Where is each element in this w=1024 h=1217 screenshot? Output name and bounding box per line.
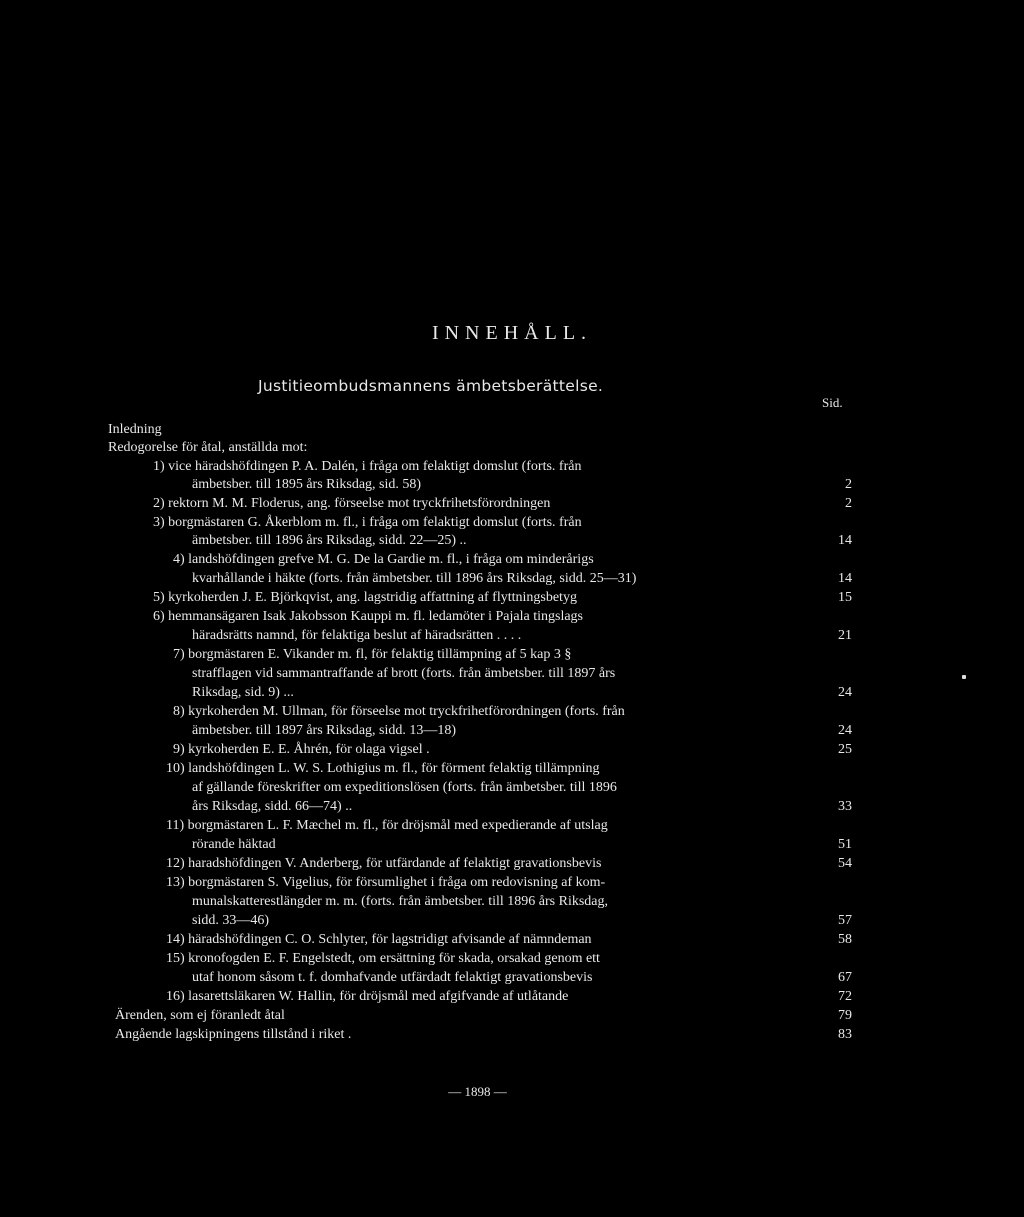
toc-entry: Angående lagskipningens tillstånd i riket .: [115, 1027, 352, 1042]
page-column-label: Sid.: [822, 395, 843, 410]
toc-entry: utaf honom såsom t. f. domhafvande utfärdadt felaktigt gravationsbevis: [192, 970, 593, 985]
toc-page-number: 24: [838, 685, 852, 700]
year-footer: — 1898 —: [448, 1084, 507, 1099]
toc-page-number: 14: [838, 533, 852, 548]
toc-page-number: 21: [838, 628, 852, 643]
toc-entry: ämbetsber. till 1895 års Riksdag, sid. 58): [192, 477, 422, 492]
toc-entry: kvarhållande i häkte (forts. från ämbetsber. till 1896 års Riksdag, sidd. 25—31): [192, 571, 637, 586]
print-speck: [962, 675, 966, 679]
toc-page-number: 58: [838, 932, 852, 947]
toc-page-number: 51: [838, 837, 852, 852]
toc-entry: Inledning: [108, 422, 162, 437]
toc-entry: 13) borgmästaren S. Vigelius, för försumlighet i fråga om redovisning af kom-: [166, 875, 606, 890]
toc-page-number: 54: [838, 856, 852, 871]
toc-entry: 5) kyrkoherden J. E. Björkqvist, ang. lagstridig affattning af flyttningsbetyg: [153, 590, 577, 605]
toc-entry: Redogorelse för åtal, anställda mot:: [108, 440, 308, 455]
toc-entry: 2) rektorn M. M. Floderus, ang. förseelse mot tryckfrihetsförordningen: [153, 496, 551, 511]
toc-entry: häradsrätts namnd, för felaktiga beslut af häradsrätten . . . .: [192, 628, 522, 643]
toc-entry: rörande häktad: [192, 837, 276, 852]
toc-entry: 15) kronofogden E. F. Engelstedt, om ersättning för skada, orsakad genom ett: [166, 951, 600, 966]
toc-entry: Ärenden, som ej föranledt åtal: [115, 1008, 285, 1023]
toc-entry: 10) landshöfdingen L. W. S. Lothigius m. fl., för förment felaktig tillämpning: [166, 761, 600, 776]
toc-page-number: 2: [845, 496, 852, 511]
toc-page-number: 72: [838, 989, 852, 1004]
section-subtitle: Justitieombudsmannens ämbetsberättelse.: [258, 377, 604, 395]
toc-entry: 9) kyrkoherden E. E. Åhrén, för olaga vigsel .: [173, 742, 430, 757]
toc-page-number: 14: [838, 571, 852, 586]
toc-page-number: 2: [845, 477, 852, 492]
toc-page-number: 83: [838, 1027, 852, 1042]
toc-entry: 8) kyrkoherden M. Ullman, för förseelse mot tryckfrihetförordningen (forts. från: [173, 704, 625, 719]
toc-entry: 7) borgmästaren E. Vikander m. fl, för felaktig tillämpning af 5 kap 3 §: [173, 647, 572, 662]
toc-page-number: 24: [838, 723, 852, 738]
toc-entry: 16) lasarettsläkaren W. Hallin, för dröjsmål med afgifvande af utlåtande: [166, 989, 569, 1004]
toc-entry: munalskatterestlängder m. m. (forts. från ämbetsber. till 1896 års Riksdag,: [192, 894, 609, 909]
toc-entry: ämbetsber. till 1897 års Riksdag, sidd. 13—18): [192, 723, 457, 738]
toc-entry: 3) borgmästaren G. Åkerblom m. fl., i fråga om felaktigt domslut (forts. från: [153, 515, 582, 530]
toc-page-number: 15: [838, 590, 852, 605]
toc-page-number: 67: [838, 970, 852, 985]
toc-entry: års Riksdag, sidd. 66—74) ..: [192, 799, 353, 814]
toc-page-number: 33: [838, 799, 852, 814]
toc-entry: ämbetsber. till 1896 års Riksdag, sidd. 22—25) ..: [192, 533, 467, 548]
toc-entry: 14) häradshöfdingen C. O. Schlyter, för lagstridigt afvisande af nämndeman: [166, 932, 592, 947]
toc-entry: 11) borgmästaren L. F. Mæchel m. fl., för dröjsmål med expedierande af utslag: [166, 818, 608, 833]
toc-entry: 6) hemmansägaren Isak Jakobsson Kauppi m. fl. ledamöter i Pajala tingslags: [153, 609, 584, 624]
toc-page-number: 79: [838, 1008, 852, 1023]
toc-entry: strafflagen vid sammantraffande af brott (forts. från ämbetsber. till 1897 års: [192, 666, 616, 681]
toc-entry: Riksdag, sid. 9) ...: [192, 685, 294, 700]
toc-entry: 4) landshöfdingen grefve M. G. De la Gardie m. fl., i fråga om minderårigs: [173, 552, 594, 567]
toc-page-number: 57: [838, 913, 852, 928]
toc-page-number: 25: [838, 742, 852, 757]
toc-entry: sidd. 33—46): [192, 913, 269, 928]
toc-entry: af gällande föreskrifter om expeditionslösen (forts. från ämbetsber. till 1896: [192, 780, 617, 795]
page-title: INNEHÅLL.: [431, 322, 593, 344]
toc-entry: 12) haradshöfdingen V. Anderberg, för utfärdande af felaktigt gravationsbevis: [166, 856, 602, 871]
toc-entry: 1) vice häradshöfdingen P. A. Dalén, i fråga om felaktigt domslut (forts. från: [153, 459, 582, 474]
